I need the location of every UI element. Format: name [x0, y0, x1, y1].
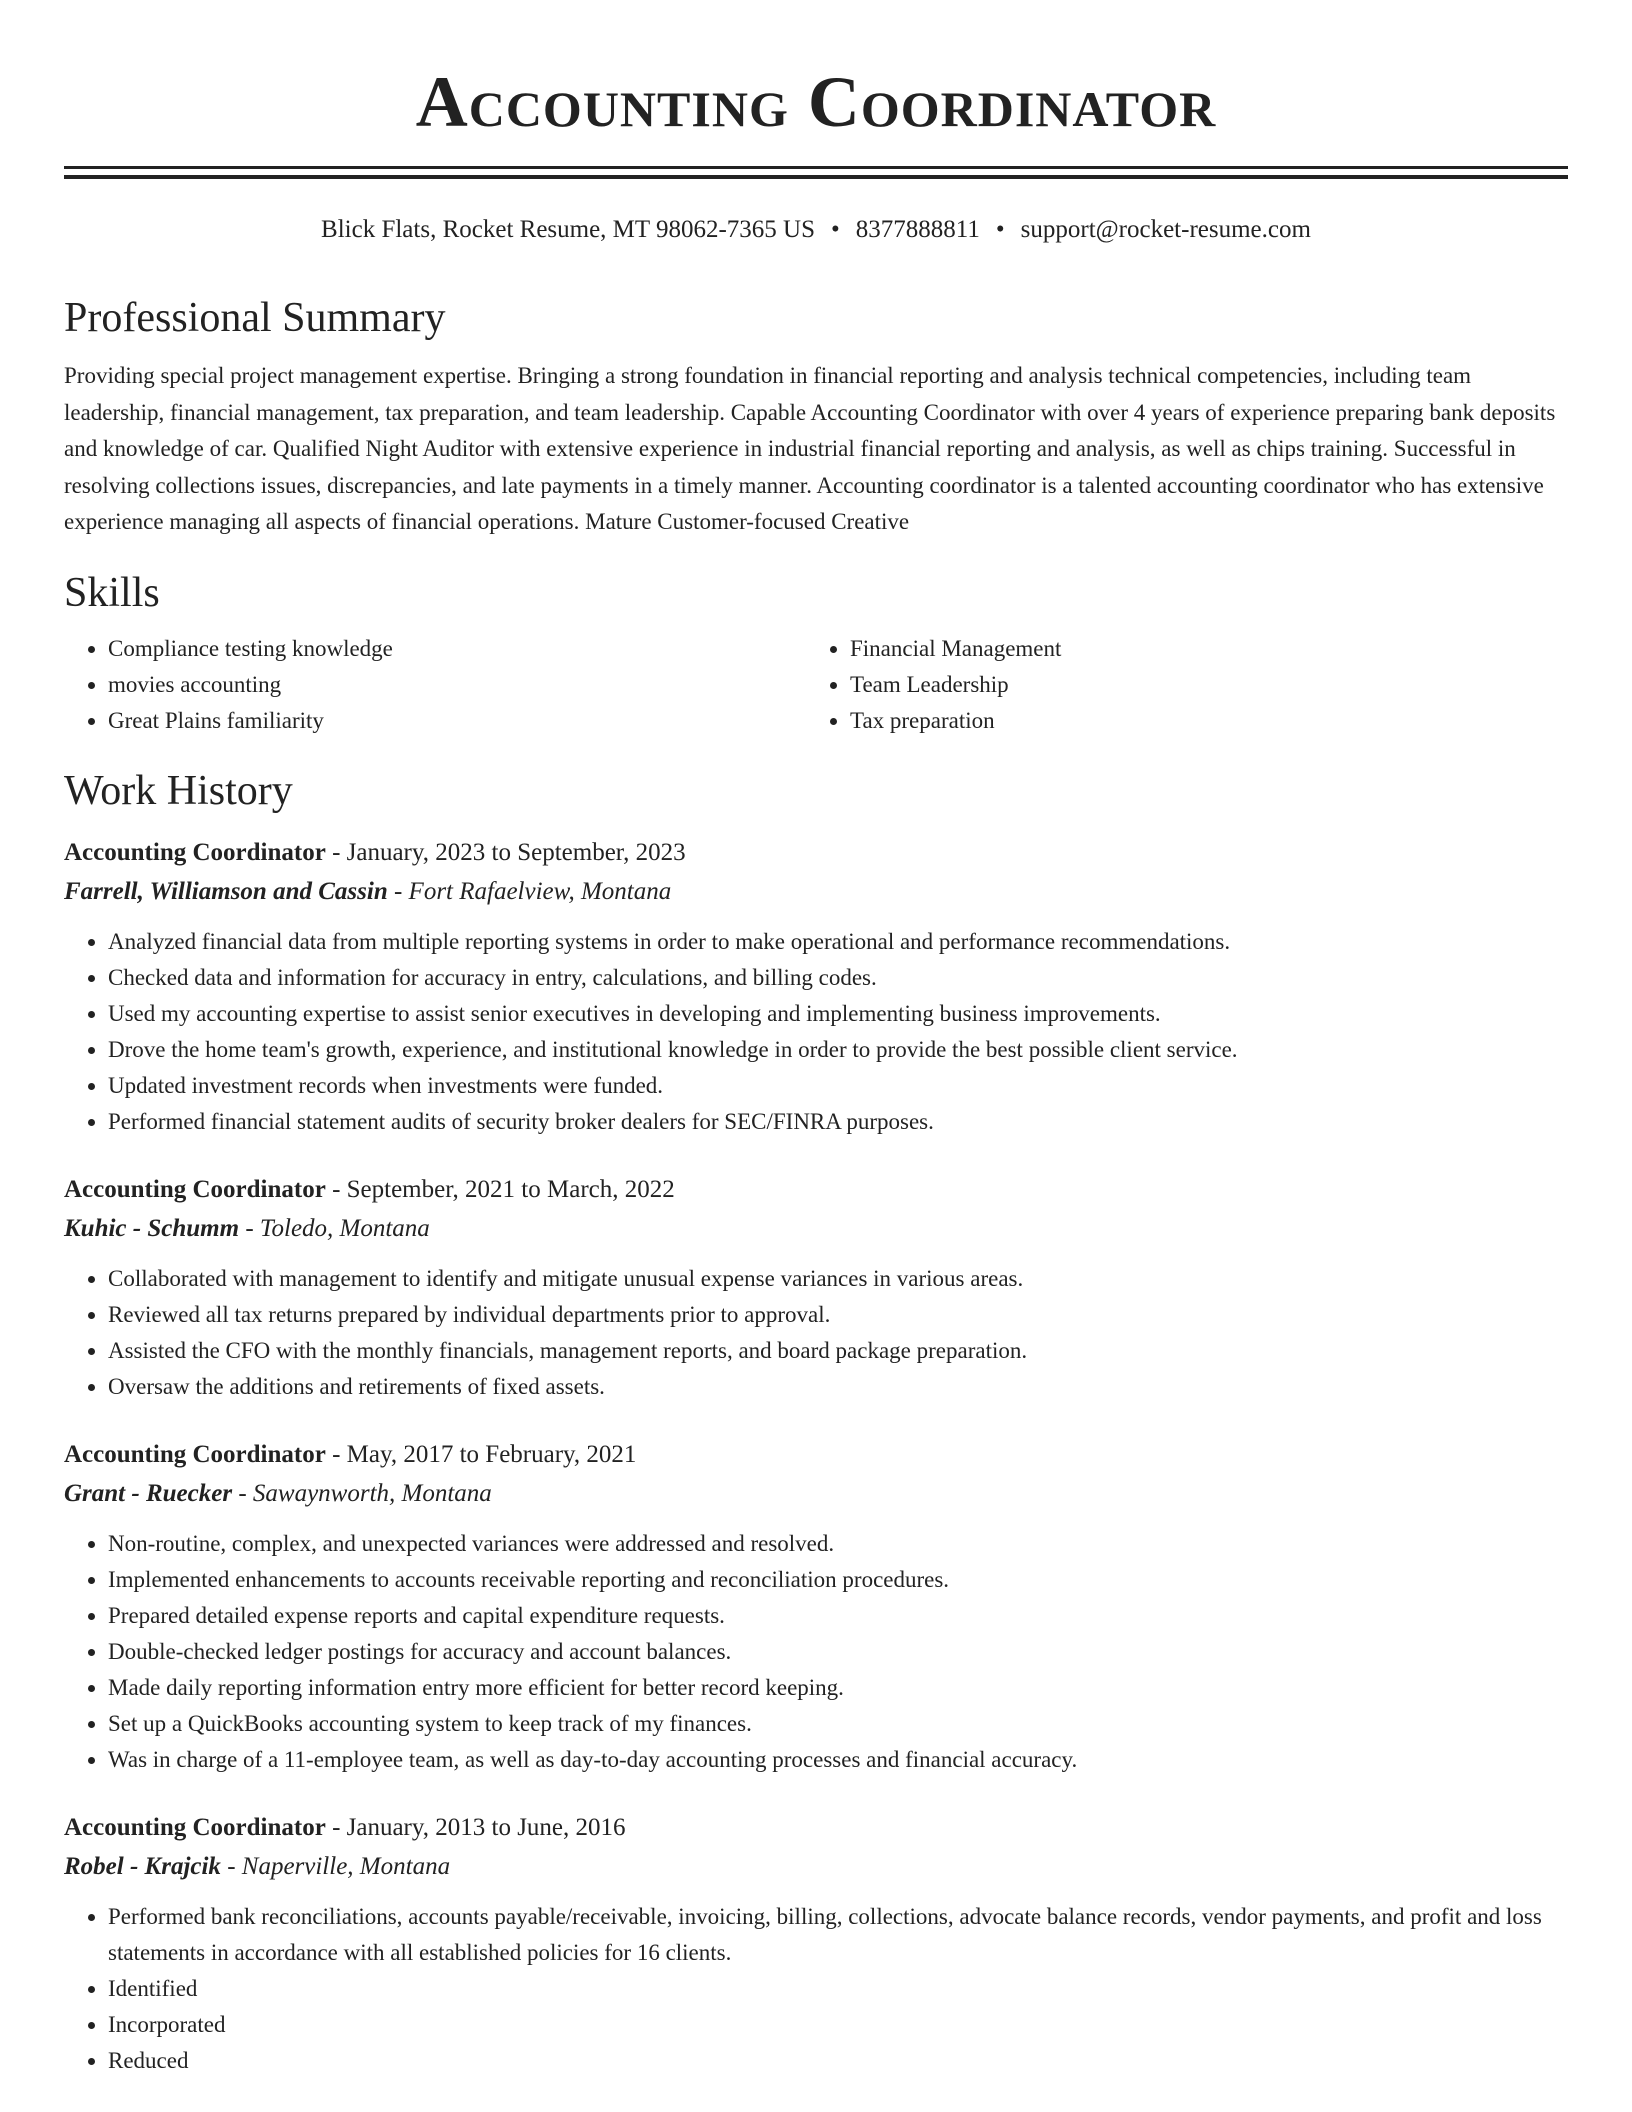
contact-phone: 8377888811	[855, 216, 980, 243]
skill-item: • Compliance testing knowledge	[108, 631, 806, 667]
job-entry	[64, 833, 1568, 1140]
work-history-heading: Work History	[64, 767, 293, 814]
summary-text: Providing special project management expertise. Bringing a strong foundation in financial reporting and analysis technical competencies, including team leadership, financial management, tax preparation, and team leadership. Capable Accounting Coordinator with over 4 years of experience preparing bank deposits and knowledge of car. Qualified Night Auditor with extensive experience in industrial financial reporting and analysis, as well as chips training. Successful in resolving collections issues, discrepancies, and late payments in a timely manner. Accounting coordinator is a talented accounting coordinator who has extensive experience managing all aspects of financial operations. Mature Customer-focused Creative	[64, 363, 1556, 534]
job-location: - Fort Rafaelview, Montana	[387, 877, 672, 905]
job-bullets	[64, 1526, 1568, 1778]
job-bullet: • Made daily reporting information entry more efficient for better record keeping.	[108, 1670, 1568, 1706]
job-bullet: • Implemented enhancements to accounts receivable reporting and reconciliation procedures.	[108, 1562, 1568, 1598]
job-bullet: • Reduced	[108, 2043, 1568, 2079]
job-bullet: • Assisted the CFO with the monthly financials, management reports, and board package preparation.	[108, 1333, 1568, 1369]
job-title: Accounting Coordinator	[64, 1175, 326, 1203]
job-bullets	[64, 924, 1568, 1140]
skill-item: • movies accounting	[108, 667, 806, 703]
job-bullet: • Performed financial statement audits of security broker dealers for SEC/FINRA purposes.	[108, 1104, 1568, 1140]
job-bullet: • Checked data and information for accuracy in entry, calculations, and billing codes.	[108, 960, 1568, 996]
resume-name: Accounting Coordinator	[415, 62, 1217, 142]
skill-item: • Tax preparation	[850, 703, 1548, 739]
skills-list	[64, 631, 1568, 739]
job-company-line	[64, 1209, 1568, 1248]
job-bullet: • Oversaw the additions and retirements of fixed assets.	[108, 1369, 1568, 1405]
job-location: - Toledo, Montana	[239, 1214, 430, 1242]
resume-page	[64, 0, 1568, 2079]
job-company: Robel - Krajcik	[64, 1852, 221, 1880]
contact-separator: •	[831, 216, 840, 243]
job-company-line	[64, 1847, 1568, 1886]
job-company: Kuhic - Schumm	[64, 1214, 240, 1242]
job-bullet: • Was in charge of a 11-employee team, as well as day-to-day accounting processes and financial accuracy.	[108, 1742, 1568, 1778]
job-dates: - September, 2021 to March, 2022	[325, 1175, 675, 1203]
job-company: Farrell, Williamson and Cassin	[64, 877, 388, 905]
job-bullet: • Drove the home team's growth, experience, and institutional knowledge in order to provide the best possible client service.	[108, 1032, 1568, 1068]
skill-item: • Financial Management	[850, 631, 1548, 667]
job-title-line	[64, 1170, 1568, 1209]
skills-heading: Skills	[64, 569, 160, 616]
job-bullets	[64, 1261, 1568, 1405]
job-title-line	[64, 1435, 1568, 1474]
job-entry	[64, 1435, 1568, 1778]
contact-line	[64, 215, 1568, 245]
skill-item: • Team Leadership	[850, 667, 1548, 703]
header-divider-bottom	[64, 175, 1568, 179]
job-title: Accounting Coordinator	[64, 838, 326, 866]
job-entry	[64, 1808, 1568, 2079]
job-bullet: • Incorporated	[108, 2007, 1568, 2043]
job-bullet: • Double-checked ledger postings for accuracy and account balances.	[108, 1634, 1568, 1670]
job-title-line	[64, 833, 1568, 872]
job-bullet: • Collaborated with management to identify and mitigate unusual expense variances in various areas.	[108, 1261, 1568, 1297]
job-company-line	[64, 872, 1568, 911]
job-bullet: • Analyzed financial data from multiple reporting systems in order to make operational and performance recommendations.	[108, 924, 1568, 960]
header-divider-top	[64, 166, 1568, 169]
job-dates: - May, 2017 to February, 2021	[325, 1440, 637, 1468]
job-bullet: • Updated investment records when investments were funded.	[108, 1068, 1568, 1104]
contact-separator: •	[995, 216, 1005, 243]
job-dates: - January, 2013 to June, 2016	[325, 1813, 626, 1841]
contact-email: support@rocket-resume.com	[1020, 216, 1311, 243]
job-title: Accounting Coordinator	[64, 1813, 326, 1841]
job-company: Grant - Ruecker	[64, 1479, 233, 1507]
summary-heading: Professional Summary	[64, 295, 446, 341]
job-bullet: • Prepared detailed expense reports and capital expenditure requests.	[108, 1598, 1568, 1634]
job-bullet: • Performed bank reconciliations, accounts payable/receivable, invoicing, billing, collections, advocate balance records, vendor payments, and profit and loss statements in accordance with all established policies for 16 clients.	[108, 1899, 1568, 1971]
job-bullet: • Set up a QuickBooks accounting system to keep track of my finances.	[108, 1706, 1568, 1742]
job-dates: - January, 2023 to September, 2023	[325, 838, 686, 866]
job-bullet: • Non-routine, complex, and unexpected variances were addressed and resolved.	[108, 1526, 1568, 1562]
job-location: - Naperville, Montana	[220, 1852, 451, 1880]
job-title-line	[64, 1808, 1568, 1847]
job-bullets	[64, 1899, 1568, 2079]
skills-column-right	[806, 631, 1548, 739]
skills-column-left	[64, 631, 806, 739]
skill-item: • Great Plains familiarity	[108, 703, 806, 739]
job-location: - Sawaynworth, Montana	[232, 1479, 492, 1507]
job-bullet: • Identified	[108, 1971, 1568, 2007]
job-bullet: • Reviewed all tax returns prepared by individual departments prior to approval.	[108, 1297, 1568, 1333]
contact-address: Blick Flats, Rocket Resume, MT 98062-7365 US	[321, 216, 816, 243]
job-title: Accounting Coordinator	[64, 1440, 326, 1468]
job-bullet: • Used my accounting expertise to assist senior executives in developing and implementing business improvements.	[108, 996, 1568, 1032]
job-entry	[64, 1170, 1568, 1405]
job-company-line	[64, 1474, 1568, 1513]
